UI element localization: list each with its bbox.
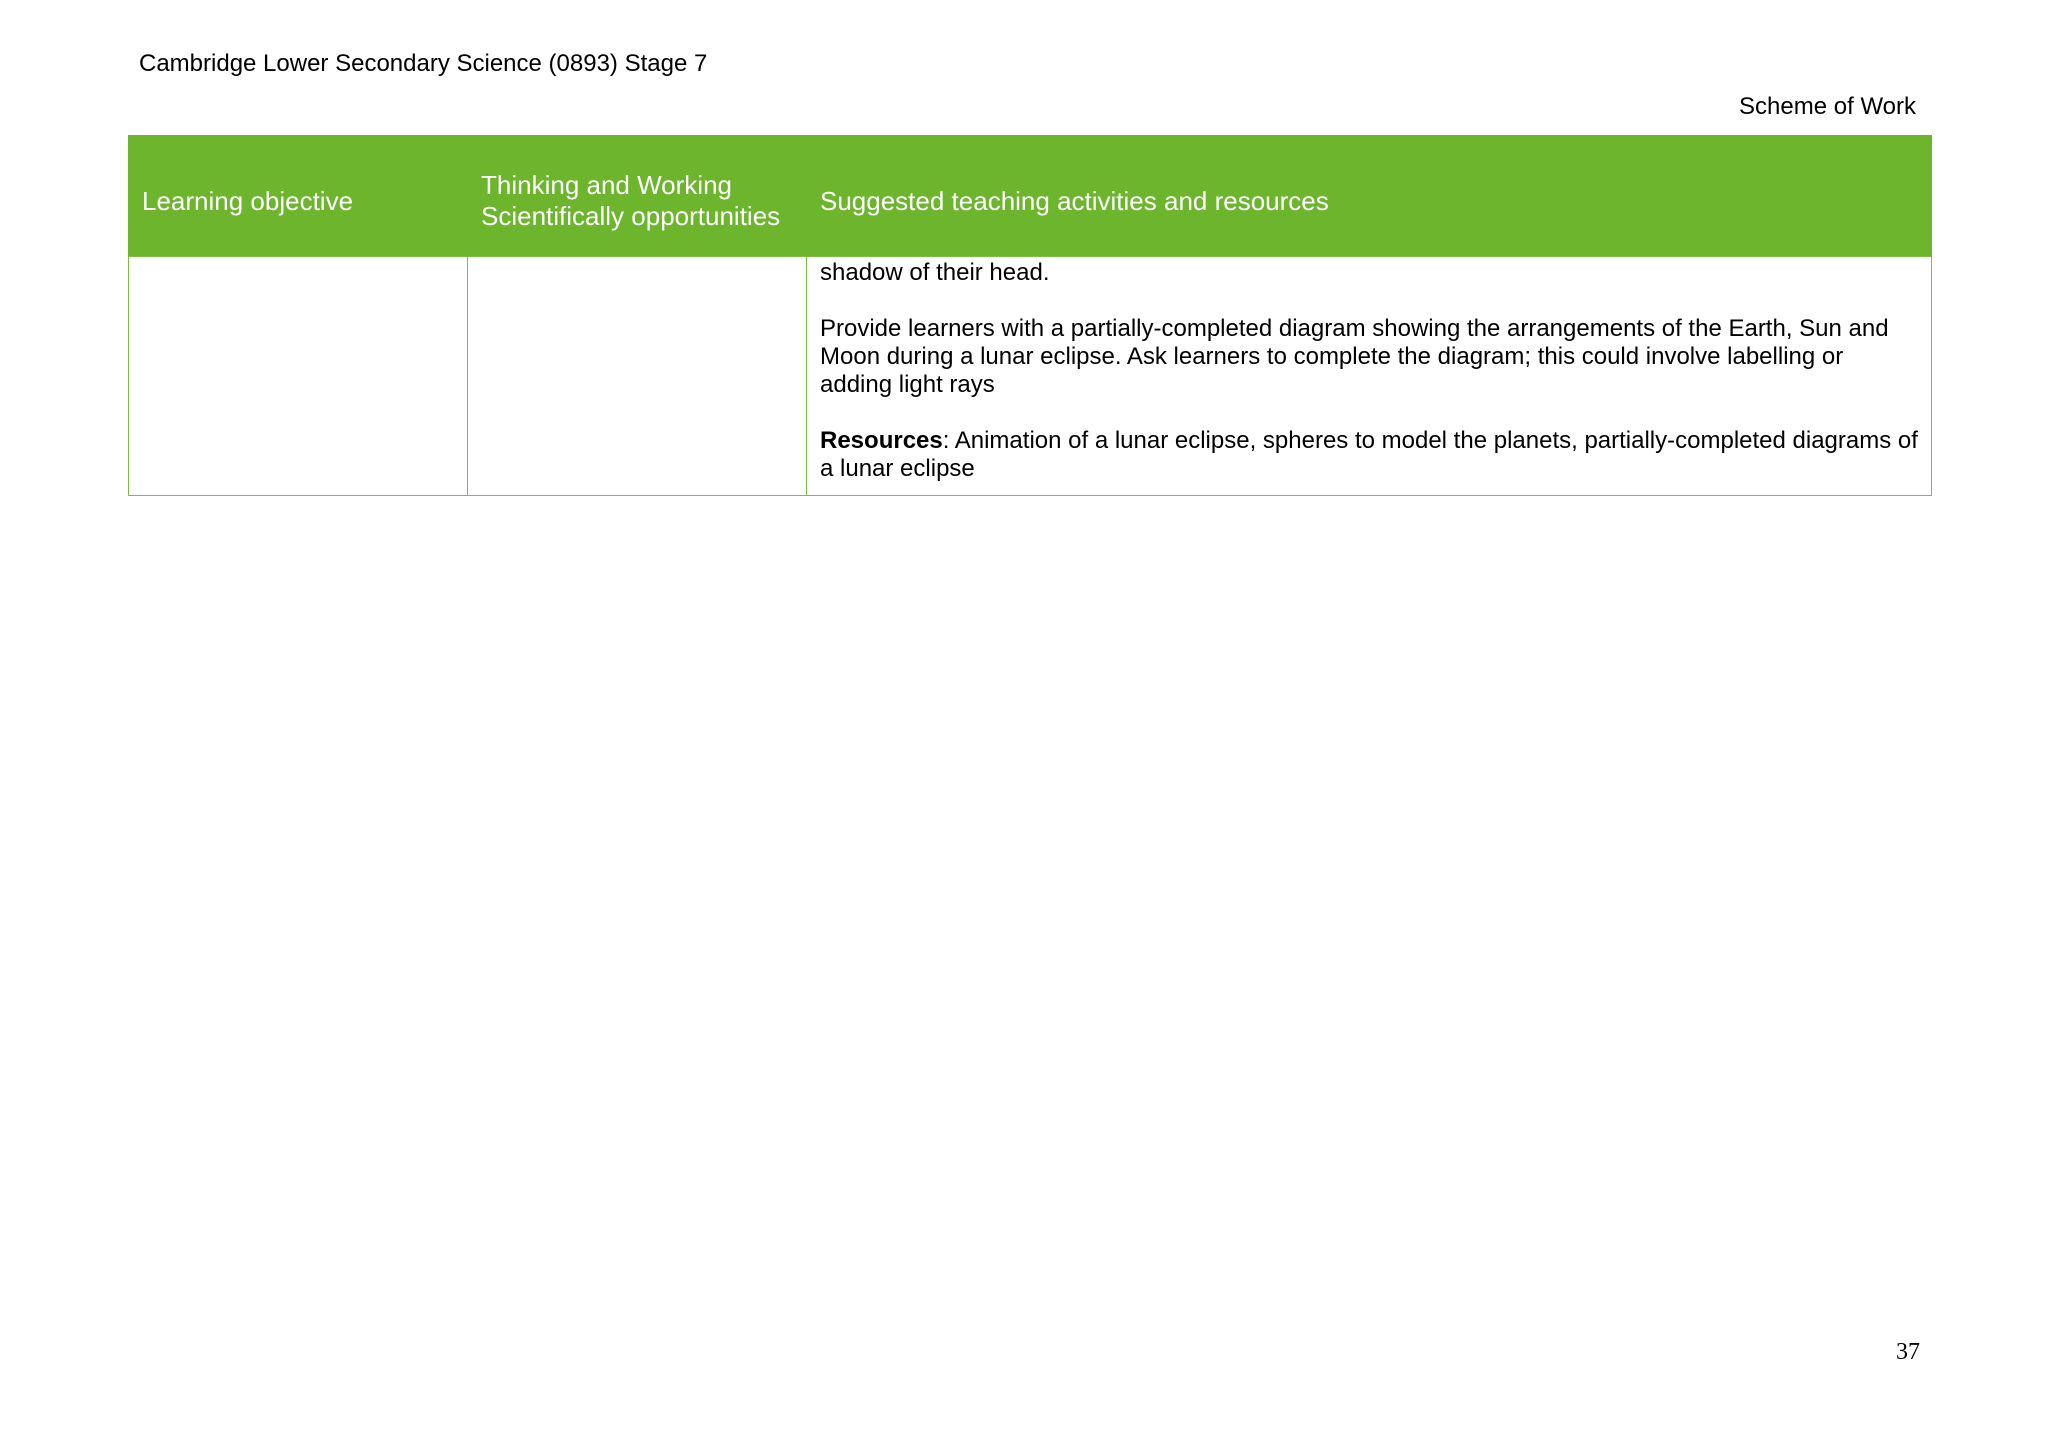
scheme-of-work-table [128, 135, 1932, 496]
resources-text: : Animation of a lunar eclipse, spheres to model the planets, partially-completed diagrams of a lunar eclipse [820, 427, 1918, 482]
resources-label: Resources [820, 427, 943, 454]
document-subtitle: Scheme of Work [1739, 93, 1916, 120]
column-header-learning-objective: Learning objective [129, 136, 468, 257]
table-header-row [129, 136, 1932, 257]
activity-paragraph: shadow of their head. [820, 259, 1050, 286]
activities-cell [807, 257, 1932, 496]
twso-cell [468, 257, 807, 496]
page-number: 37 [1896, 1339, 1920, 1365]
document-title: Cambridge Lower Secondary Science (0893) Stage 7 [139, 50, 708, 77]
activity-paragraph: Provide learners with a partially-completed diagram showing the arrangements of the Earth, Sun and Moon during a lunar eclipse. Ask learners to complete the diagram; this could involve labelling or adding light rays [820, 315, 1889, 398]
column-header-activities: Suggested teaching activities and resources [807, 136, 1932, 257]
table-row [129, 257, 1932, 496]
learning-objective-cell [129, 257, 468, 496]
resources-paragraph [820, 427, 1918, 483]
column-header-twso: Thinking and Working Scientifically opportunities [468, 136, 807, 257]
